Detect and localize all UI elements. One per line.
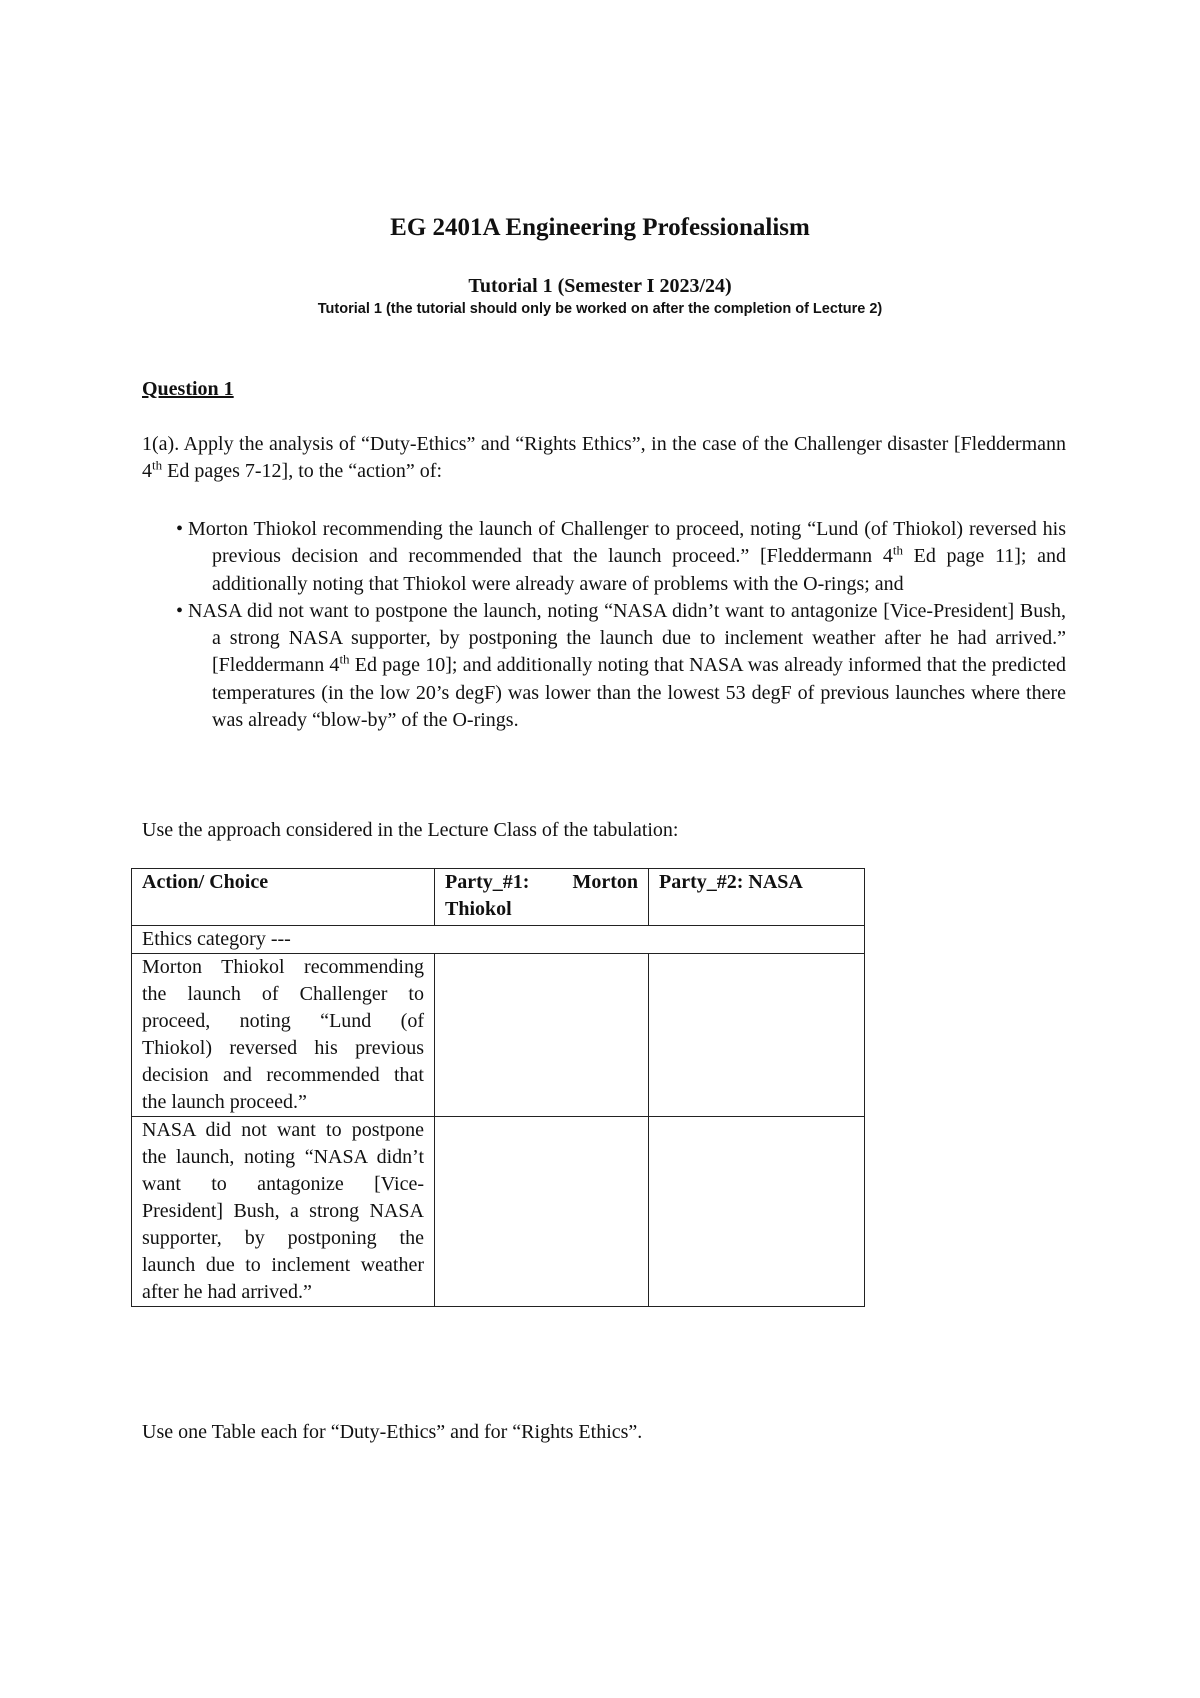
- question-intro: [142, 431, 1066, 485]
- tutorial-note: Tutorial 1 (the tutorial should only be worked on after the completion of Lecture 2): [317, 301, 883, 317]
- intro-text-b: Ed pages 7-12], to the “action” of:: [162, 460, 443, 482]
- bullet-item-nasa: [176, 598, 1066, 734]
- table-header-row: [132, 869, 865, 926]
- action-cell: Morton Thiokol recommending the launch of Challenger to proceed, noting “Lund (of Thiokol) reversed his previous decision and recommended that the launch proceed.”: [132, 954, 435, 1117]
- party-2-cell[interactable]: [649, 1117, 865, 1307]
- bullet-item-thiokol: [176, 516, 1066, 598]
- action-bullet-list: [176, 516, 1066, 734]
- bullet-text-a: Morton Thiokol recommending the launch of Challenger to proceed, noting “Lund (of Thiokol) reversed his previous decision and recommended that the launch proceed.” [Fleddermann 4: [188, 518, 1066, 568]
- intro-superscript: th: [152, 457, 163, 473]
- action-cell: NASA did not want to postpone the launch, noting “NASA didn’t want to antagonize [Vice-President] Bush, a strong NASA supporter, by postponing the launch due to inclement weather after he had arrived.”: [132, 1117, 435, 1307]
- use-approach-text: Use the approach considered in the Lecture Class of the tabulation:: [142, 819, 679, 841]
- bullet-text-b: Ed page 11]; and additionally noting that Thiokol were already aware of problems with the O-rings; and: [212, 545, 1067, 595]
- bullet-superscript: th: [339, 651, 350, 667]
- party-2-cell[interactable]: [649, 954, 865, 1117]
- bullet-text-b: Ed page 10]; and additionally noting that NASA was already informed that the predicted temperatures (in the low 20’s degF) was lower than the lowest 53 degF of previous launches where there was already “blow-by” of the O-rings.: [212, 654, 1067, 732]
- question-heading: Question 1: [142, 378, 234, 400]
- header-party-2: Party_#2: NASA: [649, 869, 865, 926]
- table-category-row: [132, 926, 865, 954]
- table-row: [132, 1117, 865, 1307]
- intro-text-a: 1(a). Apply the analysis of “Duty-Ethics” and “Rights Ethics”, in the case of the Challenger disaster [Fleddermann 4: [142, 433, 1066, 482]
- ethics-table: [131, 868, 865, 1307]
- closing-text: Use one Table each for “Duty-Ethics” and for “Rights Ethics”.: [142, 1421, 643, 1443]
- header-party-1: Party_#1: Morton Thiokol: [435, 869, 649, 926]
- bullet-text-a: NASA did not want to postpone the launch, noting “NASA didn’t want to antagonize [Vice-President] Bush, a strong NASA supporter, by postponing the launch due to inclement weather after he had arrived.” [Fleddermann 4: [188, 599, 1066, 677]
- bullet-superscript: th: [892, 542, 903, 558]
- bullet-icon: •: [176, 599, 184, 622]
- table-row: [132, 954, 865, 1117]
- tutorial-subtitle: Tutorial 1 (Semester I 2023/24): [468, 275, 732, 297]
- party-1-cell[interactable]: [435, 1117, 649, 1307]
- ethics-category-cell: Ethics category ---: [132, 926, 865, 954]
- bullet-icon: •: [176, 518, 184, 540]
- party-1-cell[interactable]: [435, 954, 649, 1117]
- header-action-choice: Action/ Choice: [132, 869, 435, 926]
- document-title: EG 2401A Engineering Professionalism: [390, 214, 810, 241]
